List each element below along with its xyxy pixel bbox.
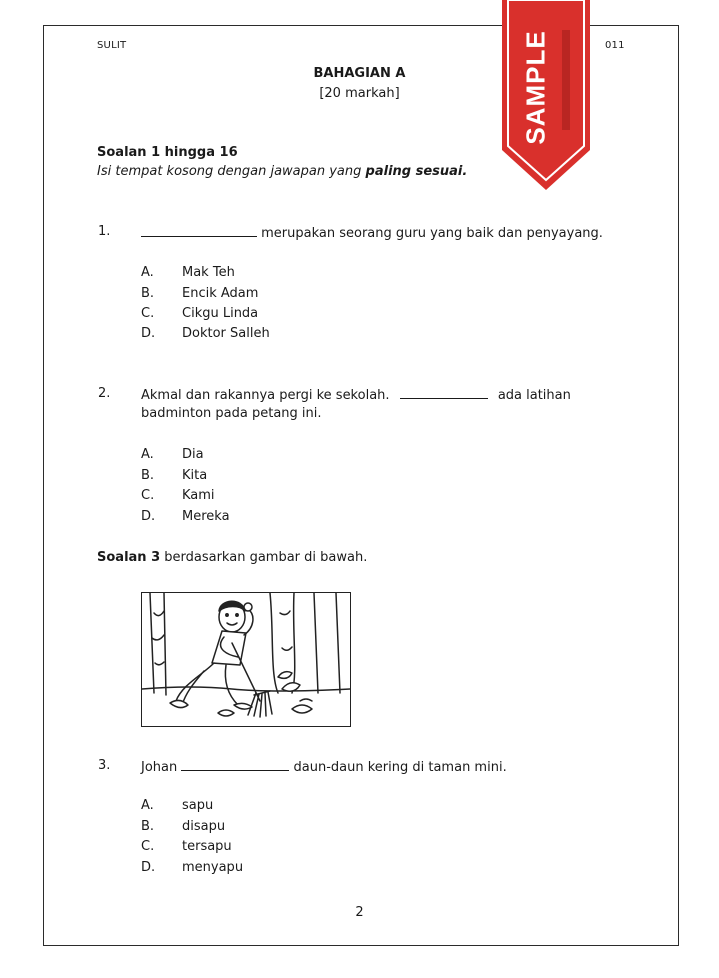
q3-option-d-letter: D. [141, 860, 156, 875]
header-sulit: SULIT [97, 40, 127, 51]
q1-option-c-letter: C. [141, 306, 155, 321]
q3-text-pre: Johan [141, 760, 178, 775]
page-number: 2 [355, 905, 364, 920]
q1-option-a-text: Mak Teh [182, 265, 235, 280]
q2-option-d-letter: D. [141, 509, 156, 524]
q3-option-d-text: menyapu [182, 860, 244, 875]
q3-number: 3. [98, 758, 111, 773]
q3-option-b-letter: B. [141, 819, 155, 834]
q2-option-a-letter: A. [141, 447, 154, 462]
instructions-emphasis: paling sesuai. [365, 164, 468, 179]
q3-intro-bold: Soalan 3 [97, 550, 161, 565]
section-marks: [20 markah] [319, 86, 400, 101]
header-code: 011 [605, 40, 625, 51]
q2-number: 2. [98, 386, 111, 401]
instructions-text: Isi tempat kosong dengan jawapan yang [97, 164, 366, 179]
illustration-boy-sweeping [141, 592, 351, 727]
sample-watermark-ribbon [500, 0, 592, 192]
q1-stem [141, 224, 603, 241]
q1-blank [141, 224, 257, 237]
q3-blank [181, 758, 289, 771]
q2-option-d-text: Mereka [182, 509, 230, 524]
section-title: BAHAGIAN A [313, 66, 406, 81]
q1-option-c-text: Cikgu Linda [182, 306, 259, 321]
sample-label: SAMPLE [520, 30, 551, 145]
q2-option-c-text: Kami [182, 488, 215, 503]
q1-option-d-text: Doktor Salleh [182, 326, 270, 341]
q2-line1 [141, 386, 571, 403]
q1-option-a-letter: A. [141, 265, 154, 280]
q3-option-c-letter: C. [141, 839, 155, 854]
q1-option-b-text: Encik Adam [182, 286, 259, 301]
q3-option-a-text: sapu [182, 798, 214, 813]
q1-number: 1. [98, 224, 111, 239]
q3-intro [97, 550, 367, 565]
q3-intro-rest: berdasarkan gambar di bawah. [160, 550, 368, 565]
q2-line2: badminton pada petang ini. [141, 406, 322, 421]
q1-option-b-letter: B. [141, 286, 155, 301]
q3-option-a-letter: A. [141, 798, 154, 813]
q2-option-b-letter: B. [141, 468, 155, 483]
q3-stem [141, 758, 507, 775]
illustration-drawing [142, 593, 350, 726]
q1-text: merupakan seorang guru yang baik dan penyayang. [261, 226, 603, 241]
q1-option-d-letter: D. [141, 326, 156, 341]
q3-text-post: daun-daun kering di taman mini. [293, 760, 507, 775]
q2-option-a-text: Dia [182, 447, 204, 462]
q2-option-c-letter: C. [141, 488, 155, 503]
q2-blank [400, 386, 488, 399]
q2-text-post: ada latihan [497, 388, 571, 403]
q2-option-b-text: Kita [182, 468, 208, 483]
q2-text-pre: Akmal dan rakannya pergi ke sekolah. [141, 388, 390, 403]
q3-option-c-text: tersapu [182, 839, 232, 854]
instructions-range: Soalan 1 hingga 16 [97, 145, 238, 160]
instructions-line [97, 164, 467, 179]
q3-option-b-text: disapu [182, 819, 226, 834]
